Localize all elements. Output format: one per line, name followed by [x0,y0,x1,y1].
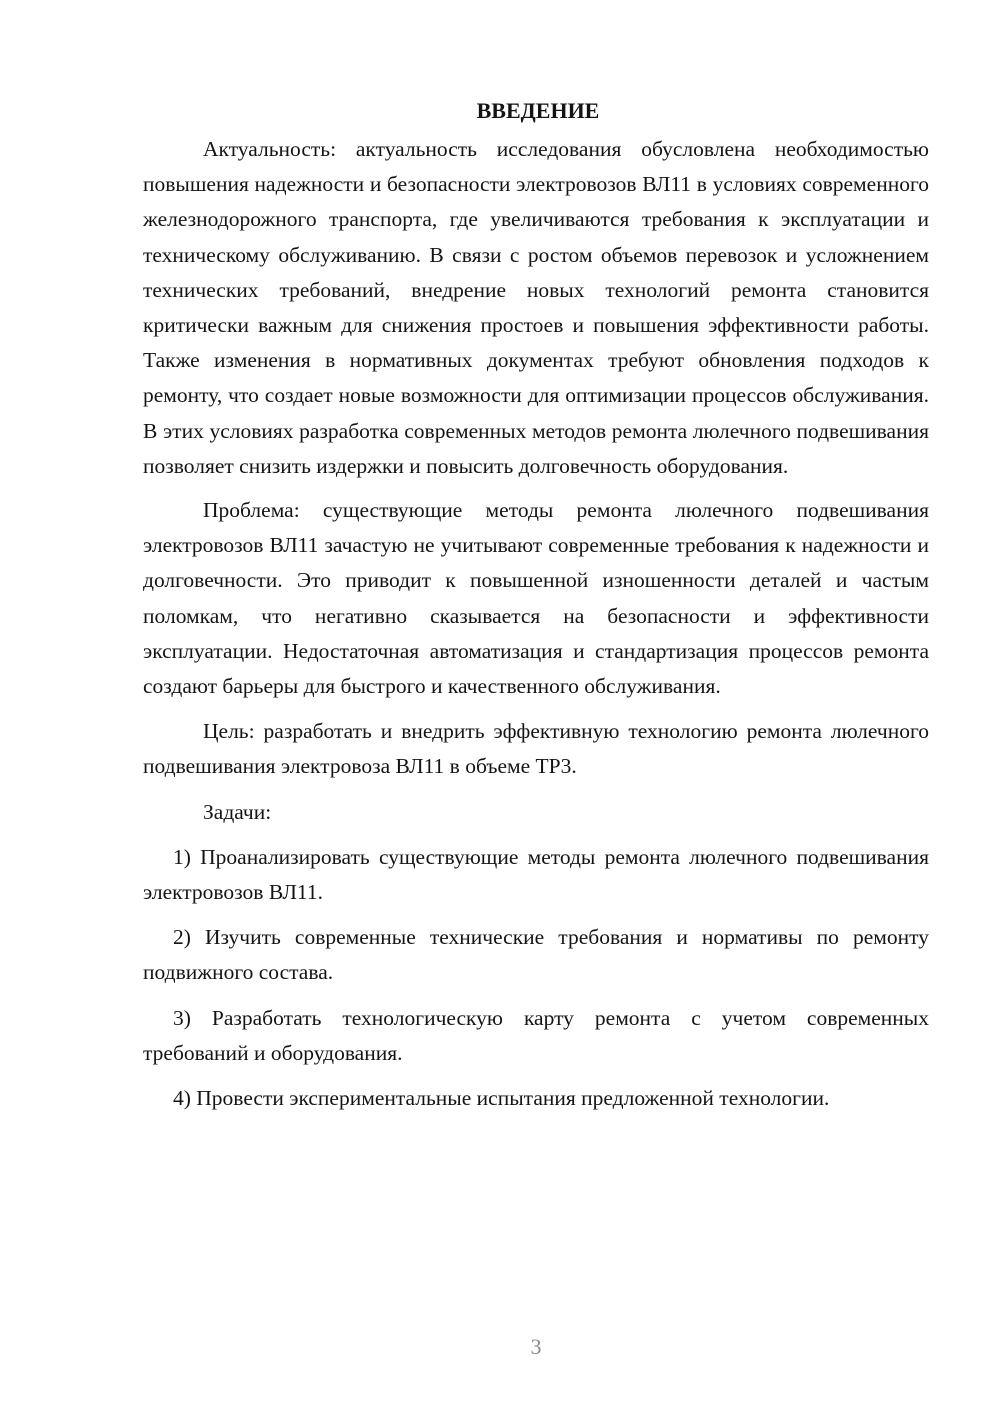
task-item-2: 2) Изучить современные технические требования и нормативы по ремонту подвижного состава. [143,925,929,985]
page-number: 3 [530,1334,542,1359]
tasks-heading: Задачи: [203,799,272,824]
task-item-4: 4) Провести экспериментальные испытания предложенной технологии. [173,1086,830,1111]
goal-paragraph: Цель: разработать и внедрить эффективную технологию ремонта люлечного подвешивания электровоза ВЛ11 в объеме ТР3. [143,719,929,779]
document-page [143,96,929,1116]
relevance-paragraph: Актуальность: актуальность исследования обусловлена необходимостью повышения надежности и безопасности электровозов ВЛ11 в условиях современного железнодорожного транспорта, где увеличиваются требования к эксплуатации и техническому обслуживанию. В связи с ростом объемов перевозок и усложнением технических требований, внедрение новых технологий ремонта становится критически важным для снижения простоев и повышения эффективности работы. Также изменения в нормативных документах требуют обновления подходов к ремонту, что создает новые возможности для оптимизации процессов обслуживания. В этих условиях разработка современных методов ремонта люлечного подвешивания позволяет снизить издержки и повысить долговечность оборудования. [143,137,929,478]
task-item-1: 1) Проанализировать существующие методы ремонта люлечного подвешивания электровозов ВЛ11. [143,844,929,905]
problem-paragraph: Проблема: существующие методы ремонта люлечного подвешивания электровозов ВЛ11 зачастую не учитывают современные требования к надежности и долговечности. Это приводит к повышенной изношенности деталей и частым поломкам, что негативно сказывается на безопасности и эффективности эксплуатации. Недостаточная автоматизация и стандартизация процессов ремонта создают барьеры для быстрого и качественного обслуживания. [143,498,929,699]
page-title: ВВЕДЕНИЕ [476,98,600,123]
task-item-3: 3) Разработать технологическую карту ремонта с учетом современных требований и оборудования. [143,1005,929,1065]
